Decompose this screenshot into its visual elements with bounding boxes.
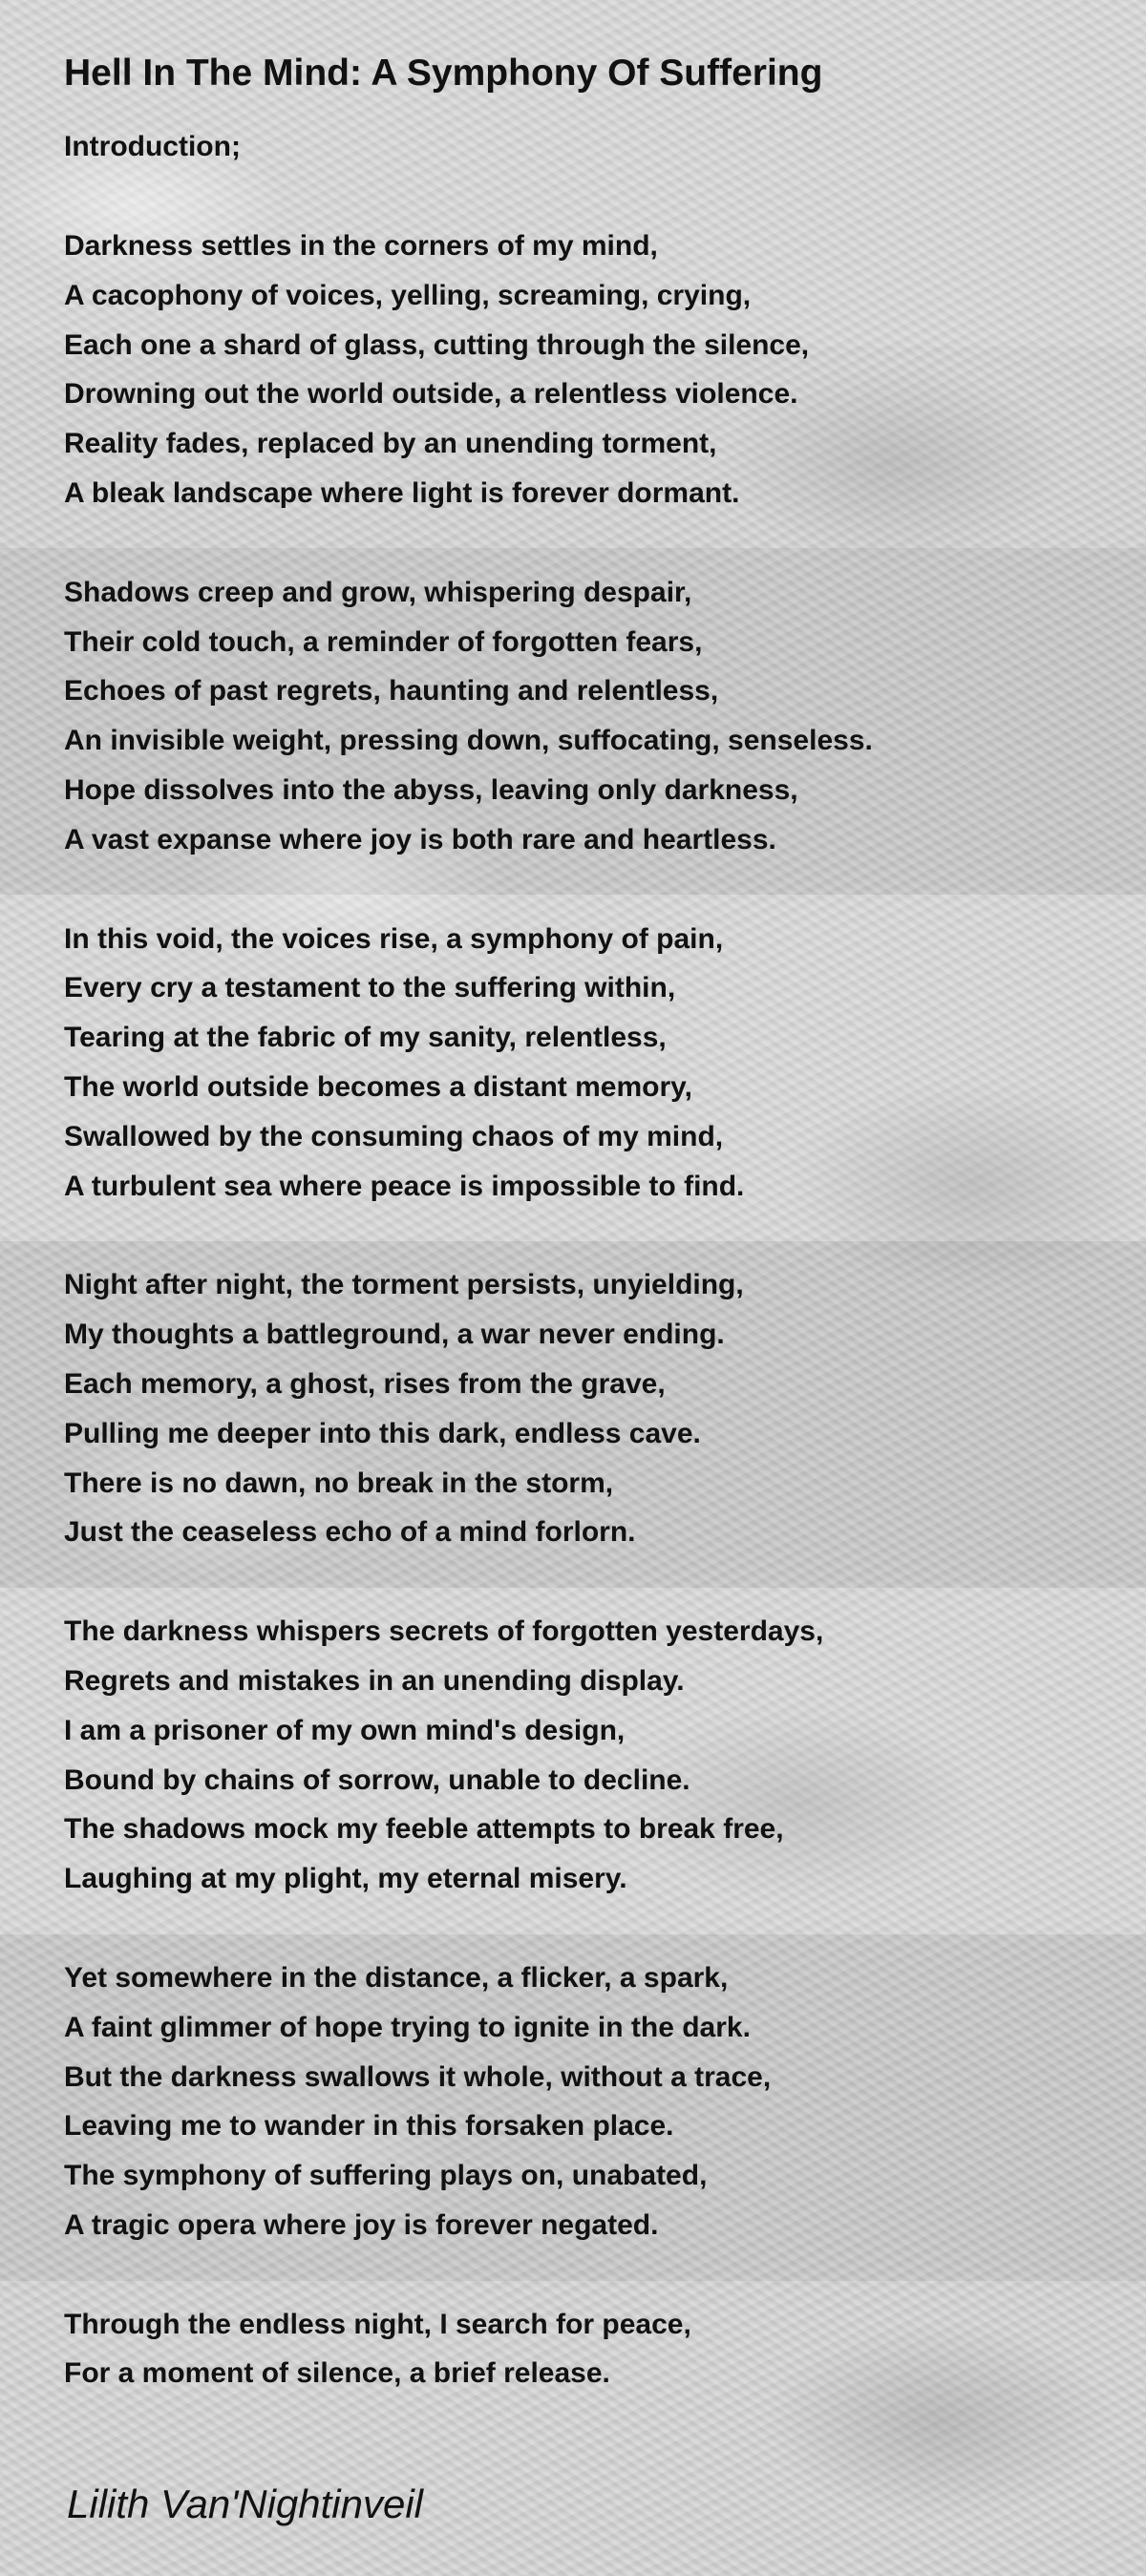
poem-line: My thoughts a battleground, a war never ending. bbox=[64, 1319, 725, 1351]
poem-line: The world outside becomes a distant memory, bbox=[64, 1070, 692, 1103]
poem-line: Swallowed by the consuming chaos of my mind, bbox=[64, 1120, 724, 1152]
poem-stanza bbox=[64, 1607, 1114, 1904]
poem-stanza bbox=[64, 222, 1114, 518]
poem-line: Night after night, the torment persists, unyielding, bbox=[64, 1269, 744, 1301]
poem-line: Just the ceaseless echo of a mind forlorn. bbox=[64, 1516, 636, 1549]
poem-line: Shadows creep and grow, whispering despair, bbox=[64, 576, 692, 608]
poem-title: Hell In The Mind: A Symphony Of Suffering bbox=[64, 53, 823, 94]
poem-content bbox=[64, 48, 1114, 2448]
poem-line: I am a prisoner of my own mind's design, bbox=[64, 1714, 626, 1746]
poem-line: The symphony of suffering plays on, unabated, bbox=[64, 2160, 708, 2192]
poem-stanza bbox=[64, 2300, 1114, 2399]
poem-line: In this void, the voices rise, a symphony of pain, bbox=[64, 922, 724, 955]
poem-line: There is no dawn, no break in the storm, bbox=[64, 1467, 614, 1499]
poem-body bbox=[64, 222, 1114, 2398]
poem-line: A turbulent sea where peace is impossible to find. bbox=[64, 1170, 745, 1202]
poem-stanza bbox=[64, 915, 1114, 1212]
poem-line: Tearing at the fabric of my sanity, relentless, bbox=[64, 1022, 667, 1054]
poem-line: Drowning out the world outside, a relentless violence. bbox=[64, 378, 798, 411]
poem-line: Leaving me to wander in this forsaken place. bbox=[64, 2110, 674, 2143]
poem-line: Yet somewhere in the distance, a flicker, a spark, bbox=[64, 1961, 729, 1994]
poem-line: Pulling me deeper into this dark, endless cave. bbox=[64, 1417, 701, 1449]
poem-line: Regrets and mistakes in an unending display. bbox=[64, 1664, 685, 1697]
poem-line: An invisible weight, pressing down, suffocating, senseless. bbox=[64, 725, 873, 757]
poem-line: The darkness whispers secrets of forgotten yesterdays, bbox=[64, 1615, 824, 1648]
poem-line: Bound by chains of sorrow, unable to decline. bbox=[64, 1763, 690, 1796]
poem-line: Darkness settles in the corners of my mind, bbox=[64, 230, 658, 262]
poem-line: Every cry a testament to the suffering within, bbox=[64, 972, 676, 1004]
poem-stanza bbox=[64, 568, 1114, 865]
poem-stanza bbox=[64, 1953, 1114, 2250]
poem-line: A faint glimmer of hope trying to ignite in the dark. bbox=[64, 2011, 751, 2043]
poem-line: Their cold touch, a reminder of forgotten fears, bbox=[64, 625, 703, 658]
author-signature: Lilith Van'Nightinveil bbox=[67, 2481, 423, 2526]
poem-line: Each memory, a ghost, rises from the grave, bbox=[64, 1367, 666, 1400]
poem-line: For a moment of silence, a brief release. bbox=[64, 2357, 610, 2390]
poem-line: A bleak landscape where light is forever dormant. bbox=[64, 476, 740, 509]
poem-stanza bbox=[64, 1260, 1114, 1557]
poem-line: Through the endless night, I search for peace, bbox=[64, 2308, 691, 2340]
poem-line: Laughing at my plight, my eternal misery. bbox=[64, 1863, 627, 1895]
poem-line: Reality fades, replaced by an unending torment, bbox=[64, 428, 717, 460]
poem-line: A vast expanse where joy is both rare and heartless. bbox=[64, 823, 776, 855]
poem-line: Each one a shard of glass, cutting through the silence, bbox=[64, 328, 810, 361]
poem-line: A cacophony of voices, yelling, screaming, crying, bbox=[64, 279, 752, 311]
poem-line: The shadows mock my feeble attempts to break free, bbox=[64, 1813, 784, 1846]
poem-line: Hope dissolves into the abyss, leaving only darkness, bbox=[64, 773, 798, 806]
poem-line: Echoes of past regrets, haunting and relentless, bbox=[64, 675, 719, 707]
poem-line: A tragic opera where joy is forever negated. bbox=[64, 2208, 659, 2241]
poem-intro: Introduction; bbox=[64, 131, 241, 162]
poem-line: But the darkness swallows it whole, without a trace, bbox=[64, 2060, 772, 2093]
